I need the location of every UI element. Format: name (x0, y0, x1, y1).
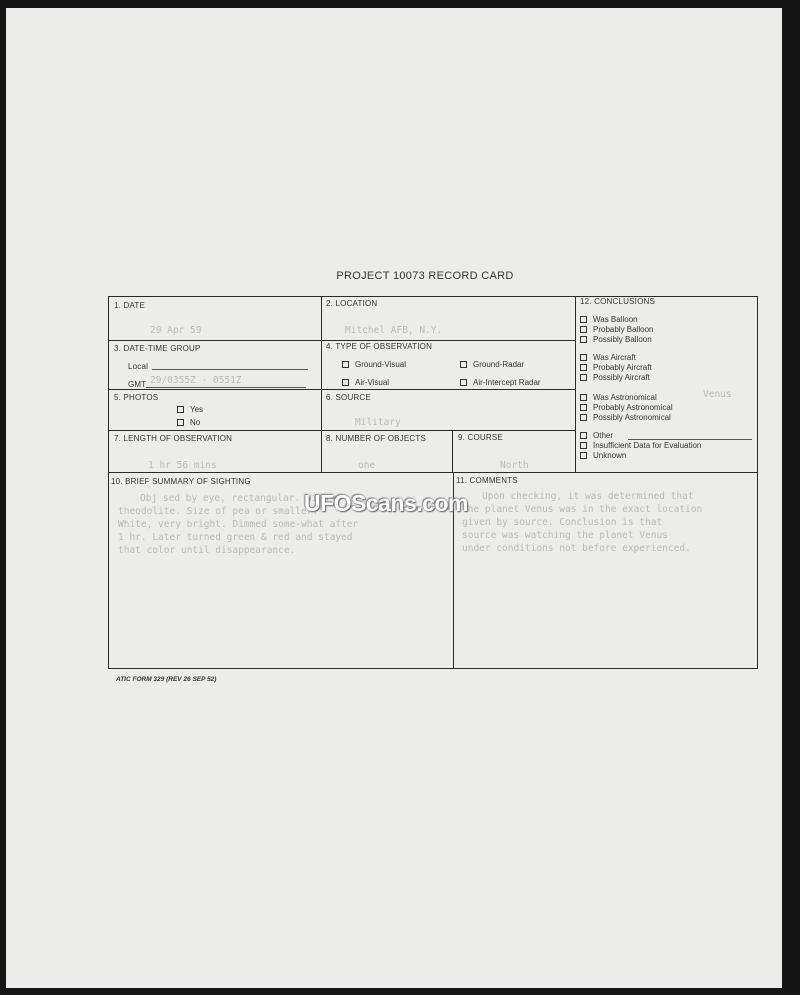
checkbox-icon (580, 452, 587, 459)
checkbox-possibly-balloon: Possibly Balloon (580, 335, 652, 345)
photos-label: 5. PHOTOS (114, 393, 159, 402)
form-code: ATIC FORM 329 (REV 26 SEP 52) (116, 676, 217, 683)
date-value: 29 Apr 59 (150, 325, 202, 336)
checkbox-icon (342, 379, 349, 386)
checkbox-possibly-aircraft: Possibly Aircraft (580, 373, 650, 383)
watermark: UFOScans.com (304, 490, 468, 516)
scan-border-right (782, 8, 800, 995)
checkbox-icon (580, 414, 587, 421)
checkbox-air-visual: Air-Visual (342, 378, 389, 388)
checkbox-was-aircraft: Was Aircraft (580, 353, 636, 363)
checkbox-ground-radar: Ground-Radar (460, 360, 524, 370)
checkbox-icon (580, 442, 587, 449)
number-of-objects-label: 8. NUMBER OF OBJECTS (326, 434, 427, 443)
type-of-observation-label: 4. TYPE OF OBSERVATION (326, 342, 433, 351)
checkbox-icon (580, 326, 587, 333)
local-time-label: Local (128, 362, 149, 371)
checkbox-icon (177, 419, 184, 426)
checkbox-was-astronomical: Was Astronomical (580, 393, 657, 403)
brief-summary-label: 10. BRIEF SUMMARY OF SIGHTING (111, 477, 251, 486)
checkbox-icon (580, 354, 587, 361)
checkbox-icon (177, 406, 184, 413)
conclusions-label: 12. CONCLUSIONS (580, 297, 656, 306)
gmt-label: GMT (128, 380, 147, 389)
checkbox-other: Other (580, 431, 613, 441)
location-label: 2. LOCATION (326, 299, 378, 308)
comments-label: 11. COMMENTS (456, 476, 518, 485)
checkbox-photos-no: No (177, 418, 200, 428)
checkbox-air-intercept-radar: Air-Intercept Radar (460, 378, 541, 388)
checkbox-icon (460, 379, 467, 386)
checkbox-was-balloon: Was Balloon (580, 315, 638, 325)
checkbox-unknown: Unknown (580, 451, 626, 461)
date-label: 1. DATE (114, 301, 146, 310)
checkbox-possibly-astronomical: Possibly Astronomical (580, 413, 671, 423)
checkbox-probably-balloon: Probably Balloon (580, 325, 653, 335)
checkbox-icon (580, 364, 587, 371)
course-label: 9. COURSE (458, 433, 503, 442)
checkbox-insufficient-data: Insufficient Data for Evaluation (580, 441, 701, 451)
checkbox-icon (580, 394, 587, 401)
number-of-objects-value: one (358, 460, 376, 471)
checkbox-photos-yes: Yes (177, 405, 203, 415)
scan-border-top (0, 0, 800, 8)
checkbox-icon (460, 361, 467, 368)
checkbox-icon (580, 316, 587, 323)
location-value: Mitchel AFB, N.Y. (345, 325, 443, 336)
checkbox-probably-astronomical: Probably Astronomical (580, 403, 673, 413)
course-value: North (500, 460, 529, 471)
checkbox-icon (580, 404, 587, 411)
card-title: PROJECT 10073 RECORD CARD (336, 270, 514, 282)
date-time-group-label: 3. DATE-TIME GROUP (114, 344, 201, 353)
checkbox-icon (580, 336, 587, 343)
checkbox-icon (580, 432, 587, 439)
astronomical-note: Venus (703, 389, 732, 400)
source-label: 6. SOURCE (326, 393, 371, 402)
checkbox-icon (342, 361, 349, 368)
checkbox-ground-visual: Ground-Visual (342, 360, 406, 370)
gmt-value: 29/0355Z - 0551Z (150, 375, 242, 386)
checkbox-icon (580, 374, 587, 381)
scan-border-bottom (0, 988, 800, 995)
source-value: Military (355, 417, 401, 428)
length-of-observation-label: 7. LENGTH OF OBSERVATION (114, 434, 233, 443)
length-of-observation-value: 1 hr 56 mins (148, 460, 217, 471)
checkbox-probably-aircraft: Probably Aircraft (580, 363, 652, 373)
